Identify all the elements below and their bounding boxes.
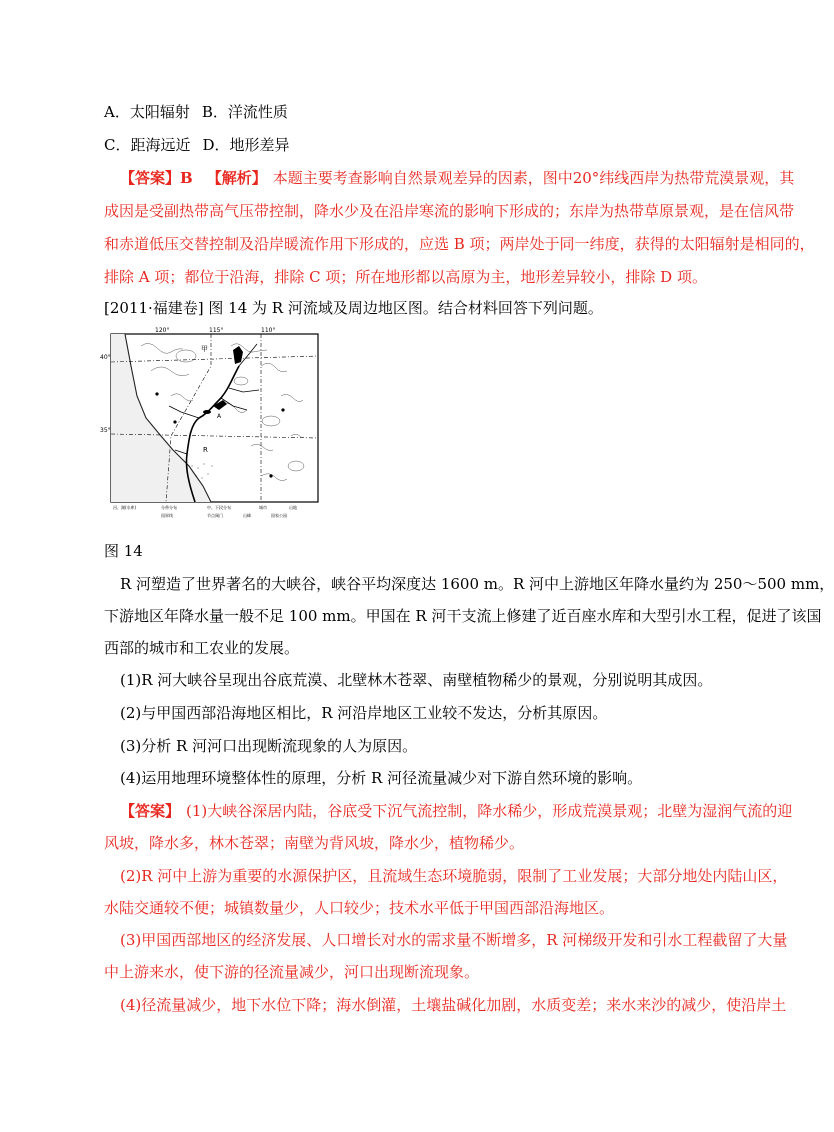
answer2-line-5: (3)甲国西部地区的经济发展、人口增长对水的需求量不断增多，R 河梯级开发和引水工程截留了大量 bbox=[120, 931, 788, 949]
legend-item: 节点阀门 bbox=[207, 513, 223, 518]
answer2-line-6: 中上游来水，使下游的径流量减少，河口出现断流现象。 bbox=[104, 963, 480, 981]
answer2-line-2: 风坡，降水多，林木苍翠；南壁为背风坡，降水少，植物稀少。 bbox=[104, 834, 525, 852]
lon-label-110: 110° bbox=[261, 327, 276, 334]
options-row-2 bbox=[104, 135, 734, 155]
option-a: A．太阳辐射 bbox=[104, 103, 190, 121]
analysis-tag: 【解析】 bbox=[206, 169, 267, 187]
lon-label-120: 120° bbox=[155, 327, 170, 334]
label-jia: 甲 bbox=[201, 345, 208, 353]
legend-item: 国家公园 bbox=[271, 513, 287, 518]
option-d: D．地形差异 bbox=[202, 136, 290, 154]
answer2-text-1: (1)大峡谷深居内陆，谷底受下沉气流控制，降水稀少，形成荒漠景观；北壁为湿润气流的迎 bbox=[186, 802, 793, 820]
legend-item: 河、湖(水库) bbox=[113, 505, 137, 510]
legend-item: 山峰 bbox=[243, 513, 251, 518]
answer1-line-3: 和赤道低压交替控制及沿岸暖流作用下形成的，应选 B 项；两岸处于同一纬度，获得的太阳辐射是相同的， bbox=[104, 235, 815, 253]
lat-label-35: 35° bbox=[100, 427, 111, 434]
legend-item: 分带分布 bbox=[161, 505, 177, 510]
answer1-line-2: 成因是受副热带高气压带控制，降水少及在沿岸寒流的影响下形成的；东岸为热带草原景观，是在信风带 bbox=[104, 202, 795, 220]
answer2-line-4: 水陆交通较不便；城镇数量少，人口较少；技术水平低于甲国西部沿海地区。 bbox=[104, 899, 615, 917]
legend-item: 中、下段分布 bbox=[207, 505, 231, 510]
question-1: (1)R 河大峡谷呈现出谷底荒漠、北壁林木苍翠、南壁植物稀少的景观，分别说明其成因。 bbox=[120, 671, 713, 689]
legend-item: 国界线 bbox=[161, 513, 173, 518]
passage-line-2: 下游地区年降水量一般不足 100 mm。甲国在 R 河干支流上修建了近百座水库和大型引水工程，促进了该国 bbox=[104, 607, 822, 625]
question-4: (4)运用地理环境整体性的原理，分析 R 河径流量减少对下游自然环境的影响。 bbox=[120, 769, 643, 787]
option-b: B．洋流性质 bbox=[201, 103, 288, 121]
answer2-line-7: (4)径流量减少，地下水位下降；海水倒灌，土壤盐碱化加剧，水质变差；来水来沙的减少，使沿岸土 bbox=[120, 996, 787, 1014]
river-basin-map bbox=[100, 326, 323, 520]
figure-caption: 图 14 bbox=[104, 542, 143, 560]
label-r: R bbox=[203, 446, 208, 454]
answer2-line-1 bbox=[120, 801, 793, 821]
answer1-text-1: 本题主要考查影响自然景观差异的因素，图中20°纬线西岸为热带荒漠景观，其 bbox=[272, 169, 795, 187]
answer1-line-1 bbox=[120, 168, 795, 188]
lat-label-40: 40° bbox=[100, 354, 111, 361]
legend-item: 城市 bbox=[259, 505, 267, 510]
question-intro: [2011·福建卷] 图 14 为 R 河流域及周边地区图。结合材料回答下列问题。 bbox=[104, 299, 603, 317]
options-row-1 bbox=[104, 102, 734, 122]
answer2-line-3: (2)R 河中上游为重要的水源保护区，且流域生态环境脆弱，限制了工业发展；大部分地处内陆山区， bbox=[120, 867, 788, 885]
question-3: (3)分析 R 河河口出现断流现象的人为原因。 bbox=[120, 737, 418, 755]
label-a: A bbox=[217, 413, 222, 420]
answer-tag: 【答案】B bbox=[120, 169, 193, 187]
question-2: (2)与甲国西部沿海地区相比，R 河沿岸地区工业较不发达，分析其原因。 bbox=[120, 704, 608, 722]
answer1-line-4: 排除 A 项；都位于沿海，排除 C 项；所在地形都以高原为主，地形差异较小，排除 D 项。 bbox=[104, 268, 707, 286]
passage-line-1: R 河塑造了世界著名的大峡谷，峡谷平均深度达 1600 m。R 河中上游地区年降水量约为 250～500 mm， bbox=[120, 575, 834, 593]
passage-line-3: 西部的城市和工农业的发展。 bbox=[104, 639, 300, 657]
answer-tag: 【答案】 bbox=[120, 802, 181, 820]
map-legend bbox=[113, 504, 297, 518]
legend-item: 山地 bbox=[289, 505, 297, 510]
lon-label-115: 115° bbox=[209, 327, 224, 334]
option-c: C．距海远近 bbox=[104, 136, 191, 154]
